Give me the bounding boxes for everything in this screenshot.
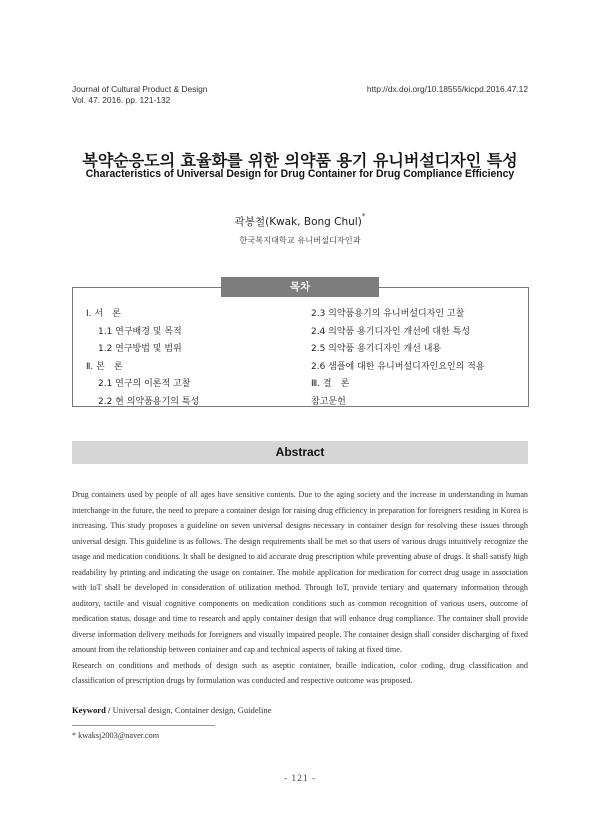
journal-name: Journal of Cultural Product & Design <box>72 84 208 94</box>
toc-left-column <box>86 306 199 412</box>
journal-header <box>72 84 207 106</box>
toc-item: 2.6 샘플에 대한 유니버설디자인요인의 적용 <box>311 361 485 372</box>
keyword-line <box>72 705 528 715</box>
toc-item: 1.2 연구방법 및 범위 <box>98 344 182 355</box>
journal-volume: Vol. 47. 2016. pp. 121-132 <box>72 95 171 105</box>
toc-item: 참고문헌 <box>311 396 346 407</box>
toc-heading: 목차 <box>221 277 379 297</box>
keyword-text: Universal design, Container design, Guideline <box>112 705 272 715</box>
author-name: 곽봉철(Kwak, Bong Chul) <box>234 216 362 228</box>
toc-item: Ⅱ. 본 론 <box>86 361 123 372</box>
title-korean: 복약순응도의 효율화를 위한 의약품 용기 유니버설디자인 특성 <box>82 151 518 170</box>
abstract-body <box>72 487 528 689</box>
doi-link[interactable]: http://dx.doi.org/10.18555/kicpd.2016.47.12 <box>366 84 528 94</box>
toc-item: 2.5 의약품 용기디자인 개선 내용 <box>311 344 442 355</box>
abstract-paragraph: Research on conditions and methods of design such as aseptic container, braille indication, color coding, drug classification and classification of prescription drugs by formulation was conducted and respective outcome was proposed. <box>72 660 528 685</box>
keyword-label: Keyword / <box>72 705 111 715</box>
abstract-heading: Abstract <box>72 441 528 464</box>
author-line <box>0 214 600 229</box>
page-number: - 121 - <box>283 774 317 784</box>
toc-item: 2.4 의약품 용기디자인 개선에 대한 특성 <box>311 326 471 337</box>
author-footnote-mark: * <box>361 212 366 220</box>
toc-right-column <box>311 306 485 412</box>
toc-item: Ⅲ. 결 론 <box>311 379 350 390</box>
title-english: Characteristics of Universal Design for Drug Container for Drug Compliance Efficiency <box>85 168 515 180</box>
toc-item: Ⅰ. 서 론 <box>86 309 121 319</box>
toc-item: 2.1 연구의 이론적 고찰 <box>98 379 191 390</box>
toc-item: 2.3 의약품용기의 유니버설디자인 고찰 <box>311 309 465 319</box>
author-affiliation: 한국복지대학교 유니버설디자인과 <box>239 235 361 245</box>
toc-item: 1.1 연구배경 및 목적 <box>98 326 182 337</box>
footnote-email: * kwaksj2003@naver.com <box>72 731 160 740</box>
abstract-paragraph: Drug containers used by people of all ages have sensitive contents. Due to the aging society and the increase in understanding in human interchange in the future, the need to prepare a container design for raising drug efficiency in preparation for foreigners residing in Korea is increasing. This study proposes a guideline on seven universal designs necessary in container design for resolving these issues through universal design. This guideline is as follows. The design requirements shall be met so that users of various drugs intuitively recognize the usage and medication conditions. It shall be designed to aid accurate drug prescription while preventing abuse of drugs. It shall satisfy high readability by printing and indicating the usage on container. The mobile application for medication for correct drug usage in association with IoT shall be developed in consideration of utilization method. Through IoT, provide tertiary and quaternary information through auditory, tactile and visual cognitive components on medication conditions such as common recognition of various users, outcome of medication status, dosage and time to research and apply container design that will enhance drug compliance. The container shall provide diverse information delivery methods for foreigners and visually impaired people. The container design shall consider discharging of fixed amount from the relationship between container and cap and technical aspects of taking at fixed time. <box>72 490 528 654</box>
footnote-divider <box>72 725 215 726</box>
toc-item: 2.2 현 의약품용기의 특성 <box>98 396 200 407</box>
